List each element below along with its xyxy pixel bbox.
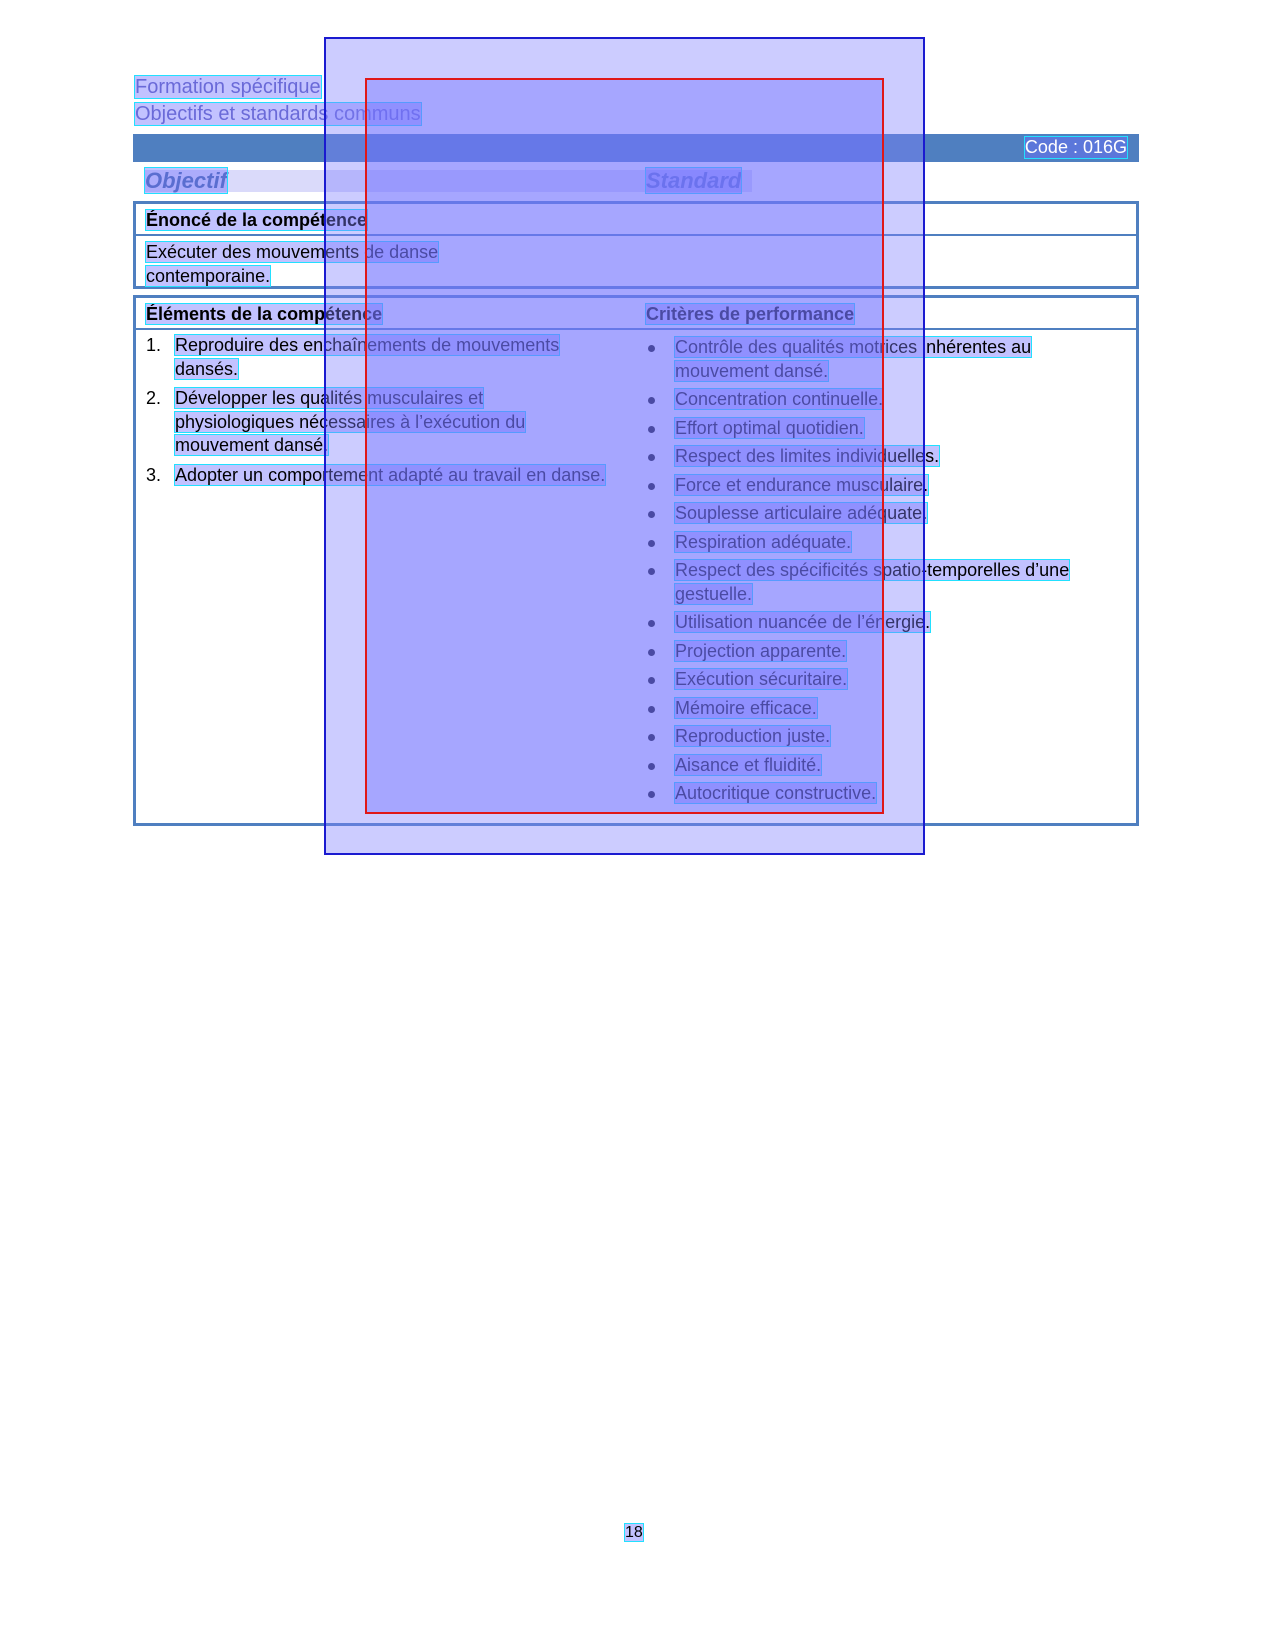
bullet-icon [648, 568, 655, 575]
section-title-text: Formation spécifique [135, 76, 321, 98]
element-text: Développer les qualités musculaires et physiologiques nécessaires à l’exécution du mouvement dansé. [175, 388, 526, 455]
enonce-box [133, 201, 1139, 289]
bullet-icon [648, 620, 655, 627]
section-title [135, 76, 321, 99]
critere-text: Respect des limites individuelles. [675, 446, 940, 466]
elements-title-text: Éléments de la compétence [146, 304, 383, 324]
enonce-title [146, 210, 367, 231]
critere-text: Reproduction juste. [675, 726, 831, 746]
code-bar [133, 134, 1139, 162]
page-number [625, 1524, 643, 1542]
element-number: 3. [146, 464, 162, 485]
section-subtitle-text: Objectifs et standards communs [135, 103, 421, 125]
critere-item [646, 725, 1096, 749]
critere-item [646, 640, 1096, 664]
critere-item [646, 474, 1096, 498]
critere-text: Aisance et fluidité. [675, 754, 822, 775]
bullet-icon [648, 454, 655, 461]
criteres-list [646, 336, 1096, 811]
critere-item [646, 668, 1096, 692]
objectif-heading-text: Objectif [145, 168, 227, 193]
critere-item [646, 611, 1096, 635]
critere-text: Effort optimal quotidien. [675, 417, 864, 438]
elements-title [146, 304, 382, 325]
element-number: 1. [146, 335, 162, 355]
standard-heading-text: Standard [646, 168, 742, 193]
section-subtitle [135, 103, 421, 126]
divider [136, 328, 1136, 330]
element-item [146, 387, 606, 458]
critere-text: Concentration continuelle. [675, 389, 884, 409]
bullet-icon [648, 791, 655, 798]
critere-text: Projection apparente. [675, 640, 847, 661]
critere-item [646, 559, 1096, 606]
critere-text: Respect des spécificités spatio-temporelles d’une gestuelle. [675, 560, 1070, 604]
critere-text: Force et endurance musculaire. [675, 474, 929, 495]
enonce-text [146, 240, 566, 288]
critere-item [646, 697, 1096, 721]
enonce-text-body: Exécuter des mouvements de danse contemporaine. [146, 242, 439, 286]
critere-item [646, 388, 1096, 412]
objectif-heading [145, 168, 227, 194]
bullet-icon [648, 345, 655, 352]
bullet-icon [648, 511, 655, 518]
critere-text: Souplesse articulaire adéquate. [675, 503, 928, 523]
page-number-text: 18 [625, 1524, 643, 1541]
critere-item [646, 502, 1096, 526]
bullet-icon [648, 540, 655, 547]
code-label: Code : 016G [1024, 137, 1127, 157]
critere-item [646, 445, 1096, 469]
criteres-title [646, 304, 854, 325]
critere-text: Exécution sécuritaire. [675, 669, 848, 689]
bullet-icon [648, 677, 655, 684]
elements-list [146, 334, 606, 493]
element-item [146, 464, 606, 488]
bullet-icon [648, 706, 655, 713]
critere-text: Respiration adéquate. [675, 531, 852, 552]
enonce-title-text: Énoncé de la compétence [146, 210, 368, 230]
bullet-icon [648, 397, 655, 404]
element-number: 2. [146, 388, 162, 408]
bullet-icon [648, 483, 655, 490]
critere-text: Autocritique constructive. [675, 783, 877, 803]
critere-item [646, 531, 1096, 555]
critere-item [646, 336, 1096, 383]
divider [136, 234, 1136, 236]
critere-item [646, 754, 1096, 778]
bullet-icon [648, 426, 655, 433]
element-text: Adopter un comportement adapté au travail en danse. [175, 464, 606, 485]
critere-text: Utilisation nuancée de l’énergie. [675, 612, 931, 632]
critere-item [646, 782, 1096, 806]
standard-heading [646, 168, 741, 194]
bullet-icon [648, 649, 655, 656]
element-text: Reproduire des enchaînements de mouvements dansés. [175, 335, 560, 379]
bullet-icon [648, 734, 655, 741]
criteres-title-text: Critères de performance [646, 304, 855, 324]
bullet-icon [648, 763, 655, 770]
critere-text: Mémoire efficace. [675, 697, 817, 718]
element-item [146, 334, 606, 381]
critere-item [646, 417, 1096, 441]
critere-text: Contrôle des qualités motrices inhérentes au mouvement dansé. [675, 337, 1032, 381]
competence-box [133, 295, 1139, 826]
